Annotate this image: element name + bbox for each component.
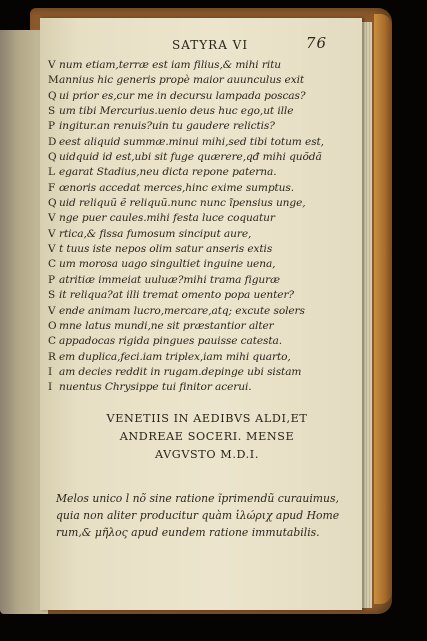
verse-text: uidquid id est,ubi sit fuge quærere,qđ mihi quõdã xyxy=(59,151,322,164)
page-content xyxy=(40,18,362,610)
verse-text: egarat Stadius,neu dicta repone paterna. xyxy=(59,166,277,179)
verse-text: ui prior es,cur me in decursu lampada poscas? xyxy=(59,89,306,102)
verse-text: atritiæ immeiat uuluæ?mihi trama figuræ xyxy=(59,273,280,286)
verse-initial: F xyxy=(48,181,56,194)
verse-line xyxy=(48,150,348,165)
verse-text: mne latus mundi,ne sit præstantior alter xyxy=(59,319,274,332)
verse-initial: V xyxy=(48,212,56,225)
verse-line xyxy=(48,288,348,303)
verse-line xyxy=(48,58,348,73)
verse-initial: V xyxy=(48,243,56,256)
verse-initial: C xyxy=(48,258,56,271)
verse-initial: Q xyxy=(48,197,57,210)
verse-line xyxy=(48,350,348,365)
verse-text: num etiam,terræ est iam filius,& mihi ritu xyxy=(59,59,281,71)
verse-text: um tibi Mercurius.uenio deus huc ego,ut ille xyxy=(59,105,294,118)
verse-text: nge puer caules.mihi festa luce coquatur xyxy=(59,212,275,225)
verse-initial: P xyxy=(48,120,55,133)
book-page xyxy=(40,18,362,610)
verse-list xyxy=(48,58,348,396)
verse-initial: Q xyxy=(48,89,57,102)
verse-text: nuentus Chrysippe tui finitor acerui. xyxy=(59,381,252,394)
verse-text: t tuus iste nepos olim satur anseris extis xyxy=(59,243,273,256)
colophon-line: VENETIIS IN AEDIBVS ALDI,ET xyxy=(106,412,308,425)
page-header xyxy=(172,34,337,56)
verse-text: em duplica,feci.iam triplex,iam mihi quarto, xyxy=(59,350,291,363)
verse-text: um morosa uago singultiet inguine uena, xyxy=(59,258,276,271)
verse-initial: L xyxy=(48,166,55,179)
verse-line xyxy=(48,89,348,104)
verse-line xyxy=(48,227,348,242)
verse-text: annius hic generis propè maior auunculus exit xyxy=(59,74,305,87)
colophon-line: ANDREAE SOCERI. MENSE xyxy=(119,430,295,443)
verse-text: am decies reddit in rugam.depinge ubi sistam xyxy=(59,365,302,378)
verse-initial: I xyxy=(48,365,53,378)
verse-line xyxy=(48,119,348,134)
note-line: quia non aliter producitur quàm ἰλώριχ apud Home xyxy=(56,509,340,522)
verse-initial: S xyxy=(48,289,56,302)
verse-initial: V xyxy=(48,304,56,317)
verse-initial: O xyxy=(48,319,57,332)
verse-initial: V xyxy=(48,227,56,240)
verse-line xyxy=(48,257,348,272)
verse-initial: P xyxy=(48,273,55,286)
verse-line xyxy=(48,304,348,319)
verse-initial: I xyxy=(48,381,53,394)
verse-initial: R xyxy=(48,350,56,363)
verse-line xyxy=(48,181,348,196)
verse-line xyxy=(48,365,348,380)
verse-line xyxy=(48,242,348,257)
verse-text: ende animam lucro,mercare,atq; excute solers xyxy=(59,304,305,317)
verse-text: œnoris accedat merces,hinc exime sumptus. xyxy=(59,181,295,194)
verse-text: rtica,& fissa fumosum sinciput aure, xyxy=(59,227,252,240)
colophon-line: AVGVSTO M.D.I. xyxy=(155,448,259,461)
verse-initial: S xyxy=(48,105,56,118)
verse-initial: C xyxy=(48,335,56,348)
verse-text: appadocas rigida pingues pauisse catesta. xyxy=(59,335,283,348)
colophon xyxy=(62,410,352,464)
verse-line xyxy=(48,273,348,288)
verse-text: uid reliquũ ẽ reliquũ.nunc nunc ĩpensius unge, xyxy=(59,197,306,210)
verse-text: it reliqua?at illi tremat omento popa uenter? xyxy=(59,289,294,302)
verse-initial: V xyxy=(48,59,56,71)
verse-line xyxy=(48,319,348,334)
verse-line xyxy=(48,135,348,150)
verse-line xyxy=(48,334,348,349)
cover-edge xyxy=(374,14,392,604)
note-line: rum,& μῆλος apud eundem ratione immutabilis. xyxy=(56,526,320,539)
verse-line xyxy=(48,380,348,395)
verse-text: ingitur.an renuis?uin tu gaudere relictis? xyxy=(59,120,275,133)
verse-line xyxy=(48,104,348,119)
verse-initial: M xyxy=(48,74,59,87)
verse-line xyxy=(48,211,348,226)
note-line: Melos unico l nõ sine ratione ĩprimendũ curauimus, xyxy=(56,492,339,505)
verse-line xyxy=(48,165,348,180)
verse-initial: Q xyxy=(48,151,57,164)
verse-line xyxy=(48,196,348,211)
printer-note xyxy=(56,490,346,541)
running-title: SATYRA VI xyxy=(172,38,249,52)
verse-initial: D xyxy=(48,135,57,148)
verse-text: eest aliquid summæ.minui mihi,sed tibi totum est, xyxy=(59,135,324,148)
verse-line xyxy=(48,73,348,88)
page-number: 76 xyxy=(305,34,327,52)
